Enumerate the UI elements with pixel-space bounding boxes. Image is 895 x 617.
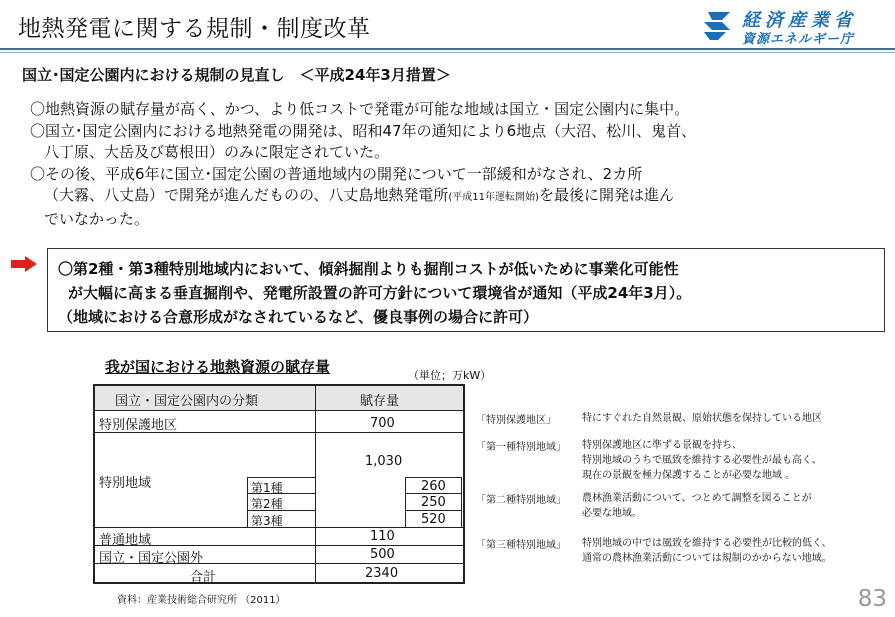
definition-desc [582,438,822,483]
definition-term: 「第三種特別地域」 [476,540,566,551]
highlight-box [47,248,885,332]
row-total-value: 2340 [365,566,399,581]
highlight-line-1: 〇第2種・第3種特別地域内において、傾斜掘削よりも掘削コストが低いために事業化可能性 [58,260,679,278]
table-divider [247,477,248,527]
paragraph-2-line-2: 八丁原、大岳及び葛根田）のみに限定されていた。 [44,143,390,161]
definition-desc [582,536,832,566]
slide-title: 地熱発電に関する規制・制度改革 [18,16,371,42]
logo-line2: 資源エネルギー庁 [742,32,855,47]
row-special-area-label: 特別地域 [99,476,152,491]
highlight-line-2: が大幅に高まる垂直掘削や、発電所設置の許可方針について環境省が通知（平成24年3月）。 [68,284,692,302]
definition-line: 通常の農林漁業活動については規制のかからない地域。 [582,553,832,564]
row-special-area-value: 1,030 [365,454,403,469]
table-divider [315,386,316,582]
definition-line: 特別保護地区に準ずる景観を持ち、 [582,440,742,451]
table-rule [405,510,461,511]
table-rule [95,410,463,411]
resource-table [93,384,465,584]
definition-line: 必要な地域。 [582,508,642,519]
table-title: 我が国における地熱資源の賦存量 [105,358,331,376]
row-class1-value: 260 [421,479,446,494]
row-class3-label: 第3種 [251,514,283,528]
table-divider [405,477,406,527]
section-subtitle: 国立･国定公園内における規制の見直し ＜平成24年3月措置＞ [22,66,451,84]
right-arrow-icon [11,256,37,272]
row-ordinary-label: 普通地域 [99,533,152,548]
table-divider [461,477,462,527]
definition-term: 「第一種特別地域」 [476,442,566,453]
table-rule [247,477,315,478]
highlight-line-3: （地域における合意形成がなされているなど、優良事例の場合に許可） [58,308,539,326]
header-category: 国立・国定公園内の分類 [115,394,259,409]
definition-desc [582,491,812,521]
definition-line: 特にすぐれた自然景観、原始状態を保持している地区 [582,413,822,424]
paragraph-3-line-2 [30,185,860,209]
header-amount: 賦存量 [360,394,400,409]
definition-term: 「第二種特別地域」 [476,495,566,506]
definition-line: 現在の景観を極力保護することが必要な地域 。 [582,470,796,481]
row-ordinary-value: 110 [370,529,395,544]
paragraph-3-small-note: (平成11年運転開始) [448,192,539,203]
row-outside-label: 国立・国定公園外 [99,551,204,566]
paragraph-3-line-1: 〇その後、平成6年に国立･国定公園の普通地域内の開発について一部緩和がなされ、2カ所 [30,164,643,183]
paragraph-3-line-3: でいなかった。 [44,209,150,228]
definition-desc [582,411,822,426]
row-class3-value: 520 [421,512,446,527]
row-special-protection-value: 700 [370,416,395,431]
row-total-label: 合計 [190,570,217,585]
logo-line1: 経済産業省 [742,10,857,31]
definition-term: 「特別保護地区」 [476,415,556,426]
definition-line: 農林漁業活動について、つとめて調整を図ることが [582,493,812,504]
paragraph-1: 〇地熱資源の賦存量が高く、かつ、より低コストで発電が可能な地域は国立・国定公園内に集中。 [30,100,690,118]
title-rule [0,48,895,50]
paragraph-3-line-2-part-b: を最後に開発は進ん [538,186,674,204]
table-rule [405,477,461,478]
paragraph-2-line-1: 〇国立･国定公園内における地熱発電の開発は、昭和47年の通知により6地点（大沼、松川、鬼首、 [30,121,697,140]
row-special-protection-label: 特別保護地区 [99,418,178,433]
paragraph-3-line-2-part-a: （大霧、八丈島）で開発が進んだものの、八丈島地熱発電所 [44,186,449,204]
meti-logo-icon [700,8,734,42]
row-class2-label: 第2種 [251,497,283,511]
definition-line: 特別地域の中では風致を維持する必要性が比較的低く、 [582,538,832,549]
body-text [30,99,860,230]
row-outside-value: 500 [370,547,395,562]
source-note: 資料：産業技術総合研究所 （2011） [117,595,286,606]
row-class1-label: 第1種 [251,481,283,495]
table-unit: （単位；万kW） [408,369,492,382]
page-number: 83 [857,586,887,612]
row-class2-value: 250 [421,495,446,510]
definition-line: 特別地域のうちで風致を維持する必要性が最も高く、 [582,455,822,466]
ministry-logo [700,6,885,46]
title-rule-thin [0,52,895,53]
